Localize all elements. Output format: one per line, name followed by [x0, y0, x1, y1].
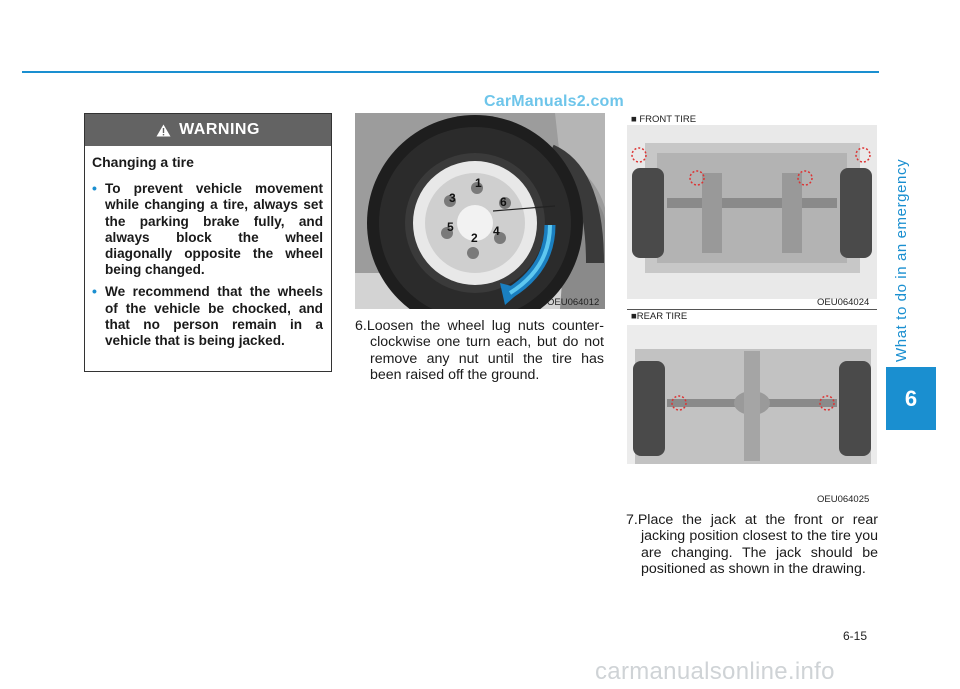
rear-tire-photo [627, 311, 877, 507]
warning-triangle-icon [156, 124, 171, 137]
wheel-illustration [355, 113, 605, 309]
warning-header [85, 114, 331, 146]
bullet-icon: • [92, 283, 97, 300]
lug-number: 5 [447, 220, 454, 234]
step-6-text: 6.Loosen the wheel lug nuts counter-clockwise one turn each, but do not remove any nut until the tire has been raised off the ground. [355, 318, 604, 383]
watermark-bottom[interactable]: carmanualsonline.info [595, 658, 835, 685]
lug-number: 2 [471, 231, 478, 245]
warning-subtitle: Changing a tire [92, 154, 194, 170]
figure-code: OEU064012 [547, 297, 600, 308]
wheel-photo [355, 113, 605, 309]
rear-underbody-illustration [627, 311, 877, 507]
front-tire-photo [627, 113, 877, 309]
figure-code: OEU064024 [817, 297, 870, 308]
lug-number: 1 [475, 176, 482, 190]
figure-label: ■REAR TIRE [631, 311, 691, 322]
watermark-top[interactable]: CarManuals2.com [484, 93, 624, 110]
front-underbody-illustration [627, 113, 877, 309]
warning-bullet: • We recommend that the wheels of the vehicle be chocked, and that no person remain in a vehicle that is being jacked. [92, 283, 323, 349]
warning-box [84, 113, 332, 372]
step-7-text: 7.Place the jack at the front or rear jacking position closest to the tire you are changing. The jack should be positioned as shown in the drawing. [626, 512, 878, 577]
figure-code: OEU064025 [817, 494, 870, 505]
figure-label: ■ FRONT TIRE [631, 114, 700, 125]
warning-title: WARNING [179, 121, 260, 138]
chapter-number: 6 [886, 367, 936, 430]
lug-number: 3 [449, 191, 456, 205]
chapter-title: What to do in an emergency [893, 158, 910, 362]
figure-divider [627, 309, 877, 310]
page-number: 6-15 [843, 629, 868, 643]
bullet-icon: • [92, 180, 97, 197]
lug-number: 4 [493, 224, 500, 238]
top-rule [22, 71, 879, 73]
warning-bullet: • To prevent vehicle movement while changing a tire, always set the parking brake fully, and always block the wheel diagonally opposite the wheel being changed. [92, 180, 323, 278]
lug-number: 6 [500, 195, 507, 209]
